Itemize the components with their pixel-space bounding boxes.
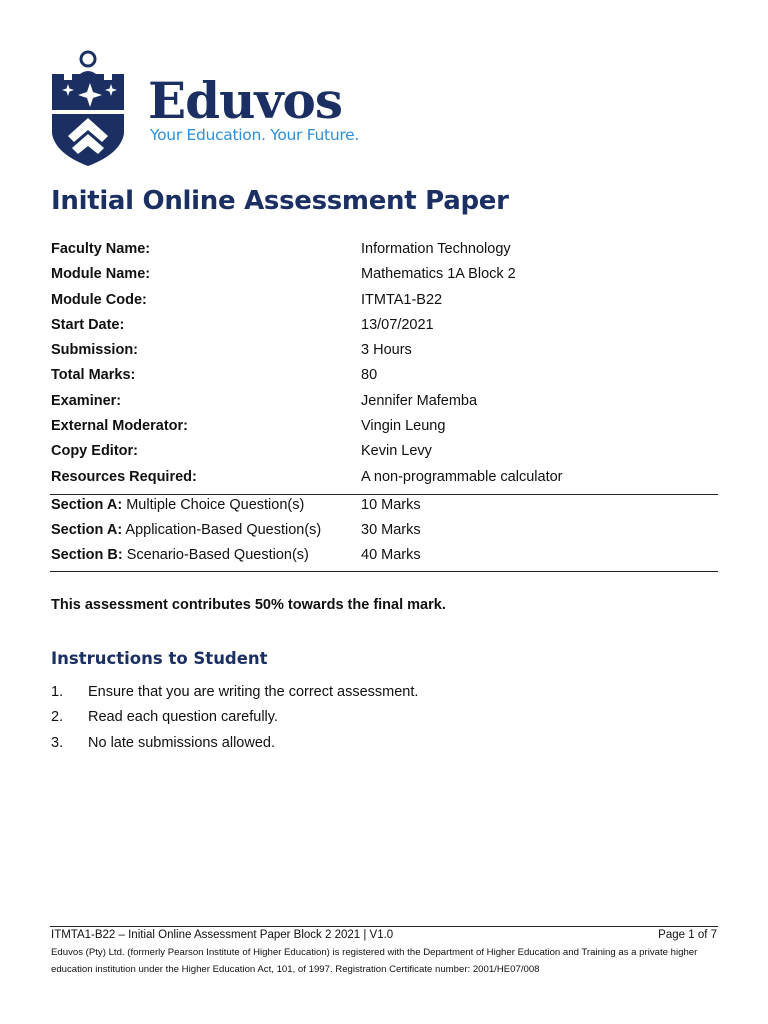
detail-value: 3 Hours bbox=[361, 342, 412, 359]
detail-label: Examiner: bbox=[51, 392, 122, 409]
detail-label: Submission: bbox=[51, 342, 139, 359]
section-name: Section A: bbox=[51, 497, 123, 513]
instruction-text: Ensure that you are writing the correct assessment. bbox=[88, 684, 419, 700]
footer-document-info: ITMTA1-B22 – Initial Online Assessment Paper Block 2 2021 | V1.0 bbox=[51, 929, 394, 941]
sections-table bbox=[50, 494, 718, 572]
detail-row bbox=[51, 291, 718, 316]
brand-name: Eduvos bbox=[148, 71, 342, 130]
detail-value: ITMTA1-B22 bbox=[361, 291, 443, 308]
eduvos-logo bbox=[50, 50, 390, 170]
section-name: Section B: bbox=[51, 547, 123, 563]
instruction-number: 1. bbox=[51, 684, 64, 700]
section-row bbox=[50, 546, 718, 571]
detail-value: Kevin Levy bbox=[361, 443, 432, 460]
assessment-details bbox=[51, 240, 718, 493]
detail-value: Vingin Leung bbox=[361, 418, 446, 435]
detail-row bbox=[51, 392, 718, 417]
detail-row bbox=[51, 316, 718, 341]
detail-label: Module Code: bbox=[51, 291, 147, 308]
section-marks: 10 Marks bbox=[361, 497, 421, 513]
detail-value: Jennifer Mafemba bbox=[361, 392, 478, 409]
detail-row bbox=[51, 240, 718, 265]
instruction-text: Read each question carefully. bbox=[88, 709, 278, 726]
instruction-text: No late submissions allowed. bbox=[88, 734, 275, 751]
instruction-number: 3. bbox=[51, 734, 64, 751]
detail-value: 13/07/2021 bbox=[361, 316, 434, 333]
section-marks: 40 Marks bbox=[361, 547, 421, 563]
detail-row bbox=[51, 341, 718, 366]
detail-label: Copy Editor: bbox=[51, 443, 138, 460]
footer-legal-notice: Eduvos (Pty) Ltd. (formerly Pearson Institute of Higher Education) is registered with the Department of Higher Education and Training as a private higher education institution under the Higher Education Act, 101, of 1997. Registration Certificate number: 2001/HE07/008 bbox=[51, 947, 698, 975]
page-footer bbox=[50, 926, 718, 978]
detail-row bbox=[51, 265, 718, 290]
section-description: Application-Based Question(s) bbox=[125, 522, 322, 538]
detail-label: Faculty Name: bbox=[51, 241, 151, 257]
contribution-note: This assessment contributes 50% towards the final mark. bbox=[51, 597, 446, 613]
instructions-heading: Instructions to Student bbox=[51, 649, 268, 668]
detail-value: Information Technology bbox=[361, 241, 511, 257]
detail-value: Mathematics 1A Block 2 bbox=[361, 266, 516, 283]
section-description: Multiple Choice Question(s) bbox=[126, 497, 305, 513]
detail-label: Start Date: bbox=[51, 316, 125, 333]
detail-row bbox=[51, 442, 718, 467]
section-description: Scenario-Based Question(s) bbox=[126, 547, 309, 563]
detail-label: Module Name: bbox=[51, 266, 151, 283]
detail-value: 80 bbox=[361, 367, 378, 384]
detail-label: Resources Required: bbox=[51, 468, 197, 485]
crest-icon bbox=[50, 50, 126, 168]
page-title: Initial Online Assessment Paper bbox=[51, 186, 509, 216]
detail-value: A non-programmable calculator bbox=[361, 468, 563, 485]
detail-row bbox=[51, 468, 718, 493]
detail-row bbox=[51, 417, 718, 442]
page-number: Page 1 of 7 bbox=[658, 929, 717, 941]
detail-row bbox=[51, 366, 718, 391]
detail-label: Total Marks: bbox=[51, 367, 136, 384]
brand-tagline: Your Education. Your Future. bbox=[150, 126, 359, 144]
section-name: Section A: bbox=[51, 522, 123, 538]
section-row bbox=[50, 496, 718, 521]
instruction-number: 2. bbox=[51, 709, 64, 726]
detail-label: External Moderator: bbox=[51, 418, 188, 435]
section-marks: 30 Marks bbox=[361, 522, 421, 538]
section-row bbox=[50, 521, 718, 546]
